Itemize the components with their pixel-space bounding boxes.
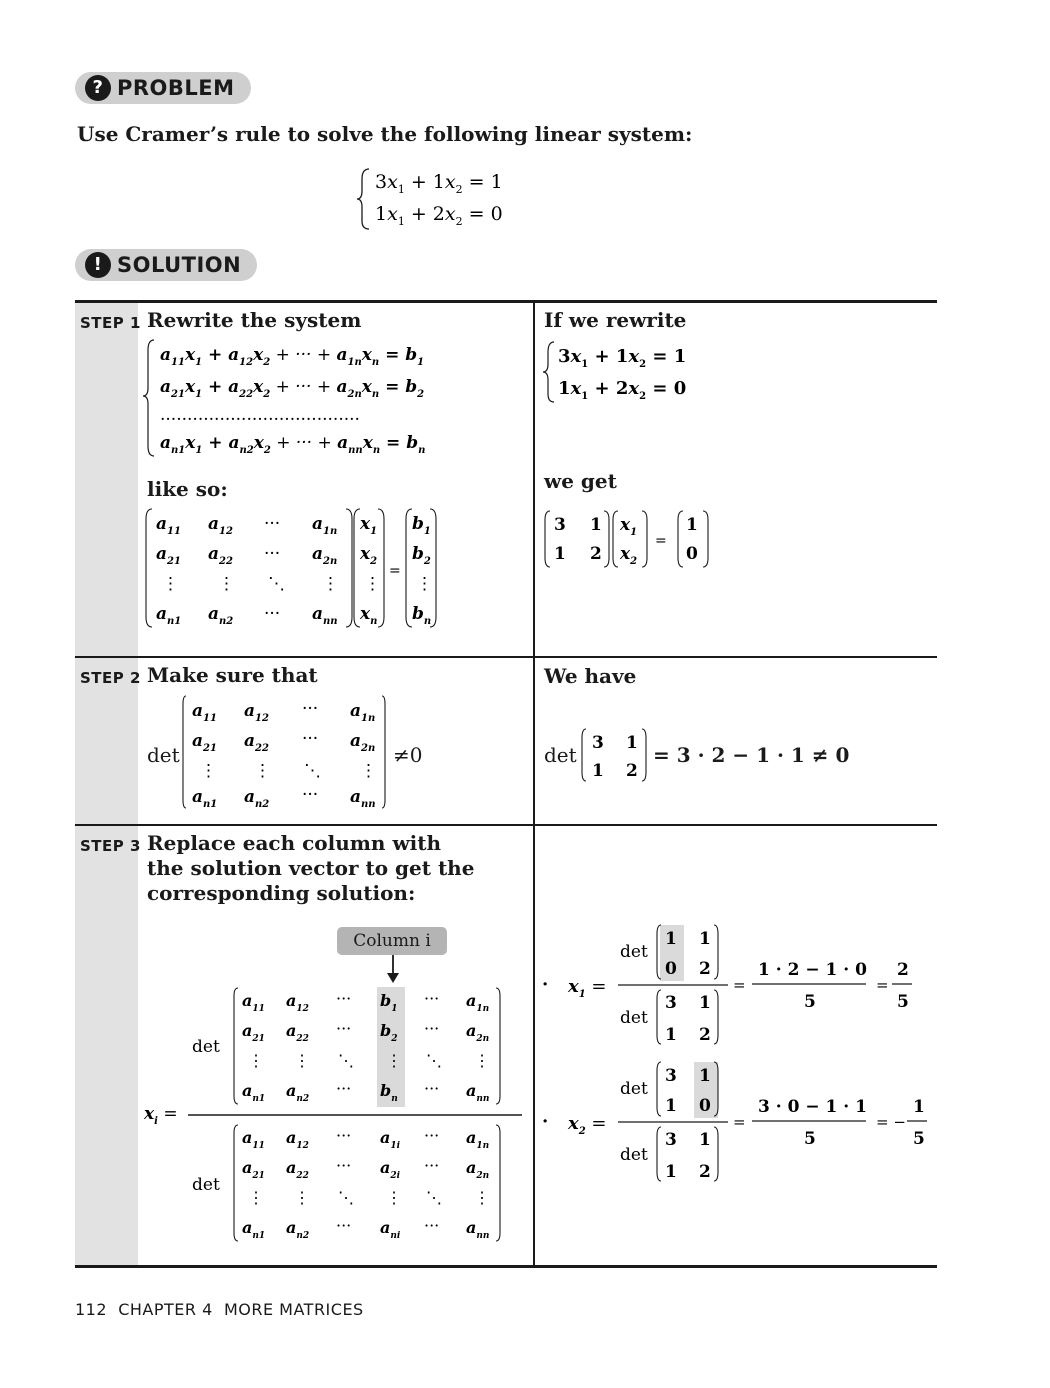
svg-text:det: det bbox=[192, 1175, 220, 1195]
svg-text:⋮: ⋮ bbox=[474, 1188, 490, 1207]
svg-text:xi =: $x_i$ = bbox=[144, 1104, 178, 1127]
svg-text:a11: $a_{11}$ bbox=[242, 1128, 265, 1151]
svg-text:···: ··· bbox=[424, 1079, 440, 1098]
svg-text:1: 1 bbox=[699, 929, 711, 949]
svg-text:b2: $b_2$ bbox=[380, 1021, 398, 1044]
svg-text:an1: $a_{n1}$ bbox=[156, 604, 182, 627]
svg-text:a2n: $a_{2n}$ bbox=[466, 1158, 490, 1181]
exclamation-icon: ! bbox=[85, 252, 111, 278]
svg-text:det: det bbox=[620, 1079, 648, 1099]
svg-text:2: 2 bbox=[699, 1025, 711, 1045]
svg-text:1: 1 bbox=[686, 515, 698, 535]
svg-text:an2: $a_{n2}$ bbox=[286, 1081, 310, 1104]
x1-fraction-den: 5 bbox=[897, 992, 909, 1012]
svg-text:ani: $a_{ni}$ bbox=[380, 1218, 401, 1241]
svg-text:..............................: ..................................... bbox=[160, 405, 360, 425]
svg-text:=: = bbox=[655, 533, 667, 549]
step-1-label: STEP 1 bbox=[80, 314, 141, 332]
x2-fraction-den: 5 bbox=[913, 1129, 925, 1149]
svg-text:⋮: ⋮ bbox=[248, 1188, 264, 1207]
svg-text:3: 3 bbox=[665, 993, 677, 1013]
svg-text:···: ··· bbox=[336, 989, 352, 1008]
step-3-title-line-2: the solution vector to get the bbox=[147, 856, 475, 880]
x2-fraction-num: 1 bbox=[913, 1097, 925, 1117]
svg-text:⋱: ⋱ bbox=[338, 1188, 354, 1207]
svg-text:a22: $a_{22}$ bbox=[208, 544, 233, 567]
svg-text:3: 3 bbox=[592, 733, 604, 753]
svg-text:x1 =: $x_1$ = bbox=[568, 976, 607, 1000]
specific-matrix-equation bbox=[540, 508, 720, 572]
svg-text:=: = bbox=[733, 976, 746, 994]
svg-text:ann: $a_{nn}$ bbox=[466, 1218, 490, 1241]
svg-text:1: 1 bbox=[626, 733, 638, 753]
step-2-right-det-word: det bbox=[544, 743, 577, 767]
svg-text:= −: = − bbox=[876, 1113, 906, 1131]
svg-text:···: ··· bbox=[424, 1126, 440, 1145]
step-1-title: Rewrite the system bbox=[147, 308, 362, 332]
row-divider-1 bbox=[75, 656, 937, 658]
x1-solution bbox=[540, 922, 930, 1050]
svg-text:=: = bbox=[389, 563, 401, 579]
svg-text:⋱: ⋱ bbox=[268, 574, 285, 594]
svg-text:x2: $x_2$ bbox=[360, 544, 378, 567]
svg-text:···: ··· bbox=[424, 989, 440, 1008]
svg-text:a2n: $a_{2n}$ bbox=[466, 1021, 490, 1044]
svg-text:an1: $a_{n1}$ bbox=[242, 1081, 266, 1104]
svg-text:1x1 + 2x2 = 0: $1x_1 + 2x_2 = 0$ bbox=[375, 203, 503, 228]
step-2-title: Make sure that bbox=[147, 663, 318, 687]
svg-text:x2: $x_2$ bbox=[620, 544, 638, 567]
svg-text:a22: $a_{22}$ bbox=[286, 1158, 309, 1181]
svg-text:ann: $a_{nn}$ bbox=[350, 787, 376, 810]
svg-text:1: 1 bbox=[665, 929, 677, 949]
svg-text:a22: $a_{22}$ bbox=[286, 1021, 309, 1044]
svg-text:···: ··· bbox=[336, 1019, 352, 1038]
svg-text:⋱: ⋱ bbox=[426, 1051, 442, 1070]
general-system bbox=[140, 336, 435, 461]
svg-text:a21: $a_{21}$ bbox=[242, 1021, 265, 1044]
svg-text:⋮: ⋮ bbox=[360, 761, 377, 781]
svg-text:2: 2 bbox=[699, 959, 711, 979]
svg-text:a1n: $a_{1n}$ bbox=[466, 991, 490, 1014]
svg-text:det: det bbox=[620, 1008, 648, 1028]
svg-text:0: 0 bbox=[686, 544, 698, 564]
svg-text:an2: $a_{n2}$ bbox=[244, 787, 270, 810]
svg-text:a21: $a_{21}$ bbox=[156, 544, 181, 567]
step-2-condition: ≠0 bbox=[393, 743, 423, 767]
svg-text:···: ··· bbox=[424, 1156, 440, 1175]
row-divider-2 bbox=[75, 824, 937, 826]
svg-text:a12: $a_{12}$ bbox=[244, 701, 269, 724]
svg-text:⋮: ⋮ bbox=[364, 574, 381, 594]
svg-text:0: 0 bbox=[665, 959, 677, 979]
svg-text:⋮: ⋮ bbox=[200, 761, 217, 781]
svg-text:a1n: $a_{1n}$ bbox=[466, 1128, 490, 1151]
x2-solution bbox=[540, 1059, 930, 1187]
specific-determinant bbox=[578, 726, 653, 786]
svg-text:an2: $a_{n2}$ bbox=[286, 1218, 310, 1241]
svg-text:1: 1 bbox=[590, 515, 602, 535]
svg-text:·: · bbox=[542, 1111, 549, 1132]
svg-text:an2: $a_{n2}$ bbox=[208, 604, 234, 627]
x1-fraction-num: 2 bbox=[897, 960, 909, 980]
svg-text:···: ··· bbox=[302, 729, 319, 749]
svg-text:det: det bbox=[620, 942, 648, 962]
svg-text:0: 0 bbox=[699, 1096, 711, 1116]
problem-label: ? PROBLEM bbox=[75, 72, 251, 104]
svg-text:1x1 + 2x2 = 0: $1x_1 + 2x_2 = 0$ bbox=[558, 378, 687, 402]
x2-denominator: 5 bbox=[804, 1129, 816, 1149]
svg-text:⋮: ⋮ bbox=[386, 1051, 402, 1070]
step-1-like-so: like so: bbox=[147, 477, 228, 501]
step-2-det-word: det bbox=[147, 743, 180, 767]
svg-text:···: ··· bbox=[264, 604, 281, 624]
svg-text:3: 3 bbox=[665, 1066, 677, 1086]
svg-text:a21: $a_{21}$ bbox=[242, 1158, 265, 1181]
svg-text:det: det bbox=[620, 1145, 648, 1165]
page-footer: 112 CHAPTER 4 MORE MATRICES bbox=[75, 1300, 364, 1319]
svg-text:3: 3 bbox=[665, 1130, 677, 1150]
problem-statement: Use Cramer’s rule to solve the following linear system: bbox=[77, 122, 693, 146]
svg-text:1: 1 bbox=[665, 1096, 677, 1116]
svg-text:···: ··· bbox=[336, 1079, 352, 1098]
svg-text:xn: $x_n$ bbox=[360, 604, 378, 627]
cramer-general-formula bbox=[140, 982, 530, 1247]
svg-text:···: ··· bbox=[264, 544, 281, 564]
svg-text:1: 1 bbox=[554, 544, 566, 564]
svg-text:a21x1 + a22x2 + ··· + a2nxn =: $a_{21}x_1 + a_{22}x_2$ + ··· + $a_{2n}x_n = b_2$ bbox=[160, 377, 425, 400]
svg-text:⋮: ⋮ bbox=[322, 574, 339, 594]
svg-text:···: ··· bbox=[424, 1216, 440, 1235]
table-top-rule bbox=[75, 300, 937, 303]
svg-text:a22: $a_{22}$ bbox=[244, 731, 269, 754]
svg-text:a11: $a_{11}$ bbox=[192, 701, 217, 724]
svg-text:···: ··· bbox=[302, 785, 319, 805]
x1-numerator: 1 · 2 − 1 · 0 bbox=[758, 960, 867, 980]
step-3-label: STEP 3 bbox=[80, 837, 141, 855]
down-arrow-icon bbox=[383, 955, 403, 985]
svg-text:a11: $a_{11}$ bbox=[156, 514, 181, 537]
svg-text:=: = bbox=[876, 976, 889, 994]
specific-system bbox=[540, 338, 740, 408]
svg-text:3x1 + 1x2 = 1: $3x_1 + 1x_2 = 1$ bbox=[375, 171, 503, 196]
svg-text:a2n: $a_{2n}$ bbox=[312, 544, 338, 567]
svg-text:1: 1 bbox=[699, 1130, 711, 1150]
svg-text:1: 1 bbox=[665, 1025, 677, 1045]
svg-text:b1: $b_1$ bbox=[412, 514, 431, 537]
svg-text:⋮: ⋮ bbox=[294, 1051, 310, 1070]
svg-text:1: 1 bbox=[665, 1162, 677, 1182]
svg-text:a11: $a_{11}$ bbox=[242, 991, 265, 1014]
svg-text:2: 2 bbox=[590, 544, 602, 564]
step-3-title-line-3: corresponding solution: bbox=[147, 881, 416, 905]
svg-text:1: 1 bbox=[699, 1066, 711, 1086]
svg-text:ann: $a_{nn}$ bbox=[466, 1081, 490, 1104]
svg-text:·: · bbox=[542, 974, 549, 995]
svg-text:⋮: ⋮ bbox=[474, 1051, 490, 1070]
column-divider bbox=[533, 302, 535, 1265]
svg-text:a1i: $a_{1i}$ bbox=[380, 1128, 401, 1151]
svg-text:an1: $a_{n1}$ bbox=[242, 1218, 266, 1241]
svg-text:⋮: ⋮ bbox=[162, 574, 179, 594]
svg-text:⋱: ⋱ bbox=[426, 1188, 442, 1207]
svg-text:an1x1 + an2x2 + ··· + annxn =: $a_{n1}x_1 + a_{n2}x_2$ + ··· + $a_{nn}x_n = b_n$ bbox=[160, 433, 426, 456]
svg-text:2: 2 bbox=[626, 761, 638, 781]
step-3-title-line-1: Replace each column with bbox=[147, 831, 442, 855]
svg-text:···: ··· bbox=[336, 1216, 352, 1235]
step-2-right-title: We have bbox=[544, 664, 637, 688]
svg-text:3x1 + 1x2 = 1: $3x_1 + 1x_2 = 1$ bbox=[558, 346, 687, 370]
svg-text:a2i: $a_{2i}$ bbox=[380, 1158, 401, 1181]
svg-text:···: ··· bbox=[264, 514, 281, 534]
svg-text:a12: $a_{12}$ bbox=[286, 1128, 309, 1151]
step-1-right-get: we get bbox=[544, 469, 617, 493]
svg-text:⋮: ⋮ bbox=[416, 574, 433, 594]
step-1-right-title: If we rewrite bbox=[544, 308, 687, 332]
svg-text:x1: $x_1$ bbox=[360, 514, 378, 537]
solution-label: ! SOLUTION bbox=[75, 249, 257, 281]
svg-text:a12: $a_{12}$ bbox=[286, 991, 309, 1014]
svg-text:1: 1 bbox=[592, 761, 604, 781]
svg-text:x1: $x_1$ bbox=[620, 515, 638, 538]
svg-text:⋮: ⋮ bbox=[218, 574, 235, 594]
svg-text:b2: $b_2$ bbox=[412, 544, 431, 567]
x2-numerator: 3 · 0 − 1 · 1 bbox=[758, 1097, 867, 1117]
svg-text:2: 2 bbox=[699, 1162, 711, 1182]
step-2-right-result: = 3 · 2 − 1 · 1 ≠ 0 bbox=[653, 743, 850, 767]
problem-system bbox=[355, 165, 555, 235]
svg-text:⋱: ⋱ bbox=[304, 761, 321, 781]
svg-text:b1: $b_1$ bbox=[380, 991, 398, 1014]
svg-text:⋱: ⋱ bbox=[338, 1051, 354, 1070]
svg-text:bn: $b_n$ bbox=[412, 604, 432, 627]
svg-text:a21: $a_{21}$ bbox=[192, 731, 217, 754]
svg-text:an1: $a_{n1}$ bbox=[192, 787, 218, 810]
svg-text:a12: $a_{12}$ bbox=[208, 514, 233, 537]
step-3-title bbox=[147, 831, 474, 906]
question-icon: ? bbox=[85, 75, 111, 101]
step-column-shade bbox=[75, 302, 138, 1265]
general-determinant bbox=[178, 692, 388, 814]
svg-text:⋮: ⋮ bbox=[254, 761, 271, 781]
step-2-label: STEP 2 bbox=[80, 669, 141, 687]
svg-text:⋮: ⋮ bbox=[294, 1188, 310, 1207]
column-i-label: Column i bbox=[337, 927, 447, 955]
svg-text:⋮: ⋮ bbox=[248, 1051, 264, 1070]
x1-denominator: 5 bbox=[804, 992, 816, 1012]
svg-text:ann: $a_{nn}$ bbox=[312, 604, 338, 627]
svg-text:1: 1 bbox=[699, 993, 711, 1013]
svg-text:a2n: $a_{2n}$ bbox=[350, 731, 376, 754]
svg-text:x2 =: $x_2$ = bbox=[568, 1113, 607, 1137]
svg-text:a11x1 + a12x2 + ··· + a1nxn =: $a_{11}x_1 + a_{12}x_2$ + ··· + $a_{1n}x_n = b_1$ bbox=[160, 345, 425, 368]
svg-text:a1n: $a_{1n}$ bbox=[350, 701, 376, 724]
svg-text:⋮: ⋮ bbox=[386, 1188, 402, 1207]
svg-text:bn: $b_n$ bbox=[380, 1081, 398, 1104]
svg-text:···: ··· bbox=[424, 1019, 440, 1038]
svg-text:=: = bbox=[733, 1113, 746, 1131]
svg-text:3: 3 bbox=[554, 515, 566, 535]
svg-text:···: ··· bbox=[336, 1156, 352, 1175]
table-bottom-rule bbox=[75, 1265, 937, 1268]
svg-text:a1n: $a_{1n}$ bbox=[312, 514, 338, 537]
general-matrix-equation bbox=[140, 505, 445, 633]
svg-text:···: ··· bbox=[302, 699, 319, 719]
svg-text:···: ··· bbox=[336, 1126, 352, 1145]
svg-text:det: det bbox=[192, 1037, 220, 1057]
